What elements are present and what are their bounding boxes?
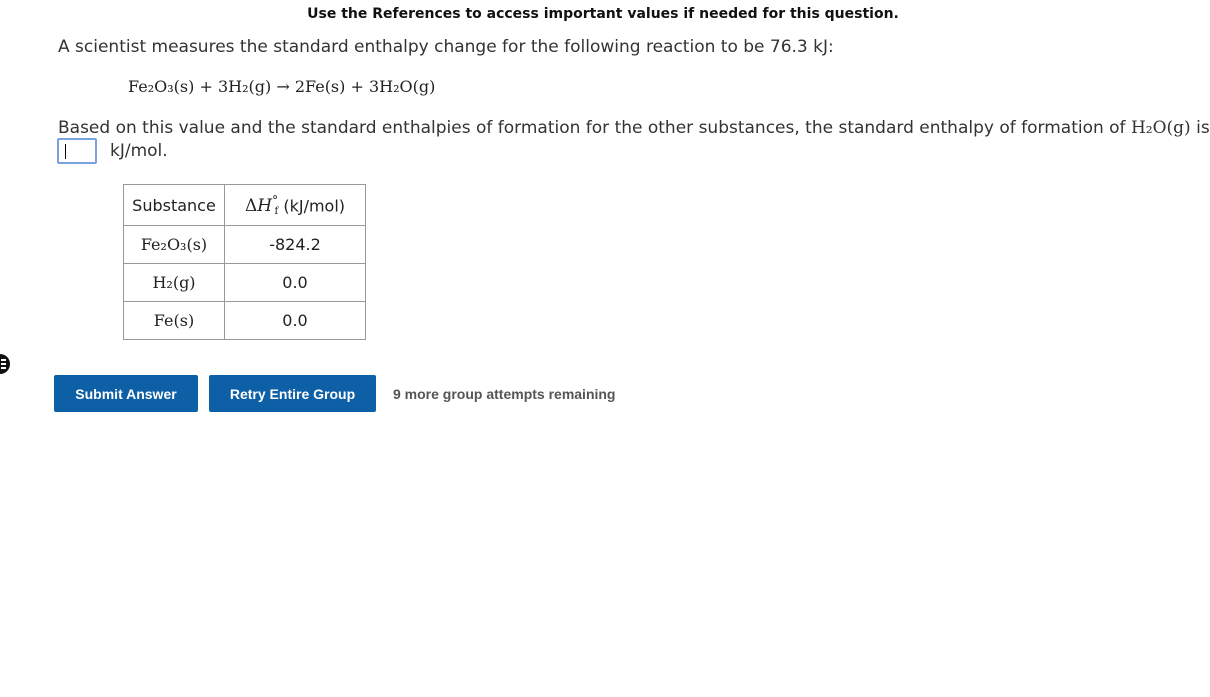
substance-cell: Fe(s): [124, 302, 225, 340]
problem-statement: A scientist measures the standard enthalpy change for the following reaction to be 76.3 kJ:: [58, 37, 834, 57]
side-panel-toggle-icon[interactable]: [0, 354, 10, 374]
table-row: [124, 302, 366, 340]
plus-sign: +: [199, 77, 213, 96]
product-fe: 2Fe(s): [294, 77, 346, 96]
answer-unit: kJ/mol.: [110, 141, 168, 161]
question-text-after: is: [1196, 118, 1210, 138]
text-cursor: [65, 144, 66, 159]
substance-cell: Fe₂O₃(s): [124, 226, 225, 264]
table-row: [124, 226, 366, 264]
enthalpy-value-cell: 0.0: [225, 302, 366, 340]
enthalpy-answer-input[interactable]: [57, 138, 97, 164]
submit-answer-button[interactable]: Submit Answer: [54, 375, 198, 412]
action-bar: [54, 375, 615, 412]
reactant-fe2o3: Fe₂O₃(s): [128, 77, 195, 96]
target-substance: H₂O(g): [1130, 118, 1191, 138]
product-h2o: 3H₂O(g): [368, 77, 436, 96]
reaction-equation: [128, 77, 435, 96]
answer-row: [57, 138, 168, 164]
reactant-h2: 3H₂(g): [217, 77, 272, 96]
attempts-remaining: 9 more group attempts remaining: [393, 385, 616, 402]
enthalpy-unit: (kJ/mol): [283, 196, 346, 216]
substance-cell: H₂(g): [124, 264, 225, 302]
plus-sign: +: [350, 77, 364, 96]
question-text: [58, 118, 1210, 138]
table-header-row: [124, 185, 366, 226]
substance-header: Substance: [124, 185, 225, 226]
table-row: [124, 264, 366, 302]
reaction-arrow-icon: →: [276, 77, 290, 96]
enthalpy-table: [123, 184, 366, 340]
enthalpy-value-cell: 0.0: [225, 264, 366, 302]
delta-h-symbol: $\Delta H^\circ_f$: [244, 193, 279, 218]
enthalpy-header: [225, 185, 366, 226]
enthalpy-value-cell: -824.2: [225, 226, 366, 264]
retry-group-button[interactable]: Retry Entire Group: [209, 375, 376, 412]
references-note: Use the References to access important values if needed for this question.: [307, 6, 899, 22]
question-text-before: Based on this value and the standard enthalpies of formation for the other substances, the standard enthalpy of formation of: [58, 118, 1126, 138]
